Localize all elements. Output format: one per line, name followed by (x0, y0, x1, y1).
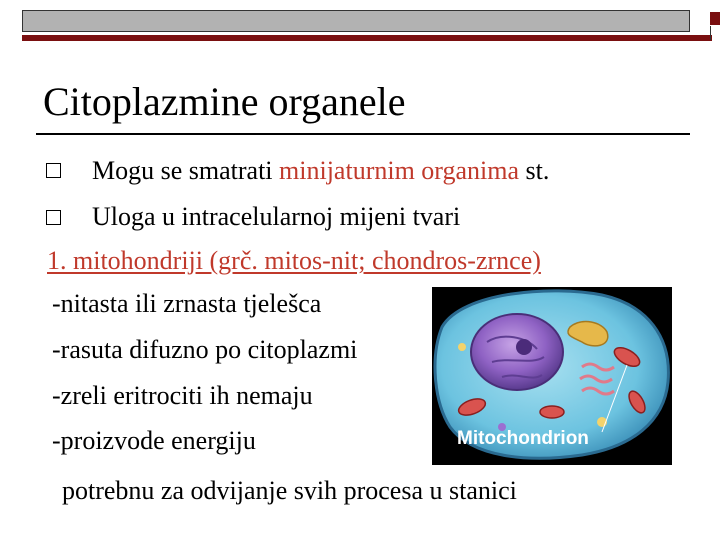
top-bar-fill (22, 10, 690, 32)
list-item: -nitasta ili zrnasta tjelešca (52, 289, 322, 318)
bullet-1-text-before: Mogu se smatrati (92, 156, 280, 185)
bullet-line-1 (92, 155, 549, 187)
hollow-square-bullet-icon (46, 163, 61, 178)
top-bar-divider (710, 26, 720, 40)
hollow-square-bullet-icon (46, 210, 61, 225)
list-item: -zreli eritrociti ih nemaju (52, 381, 313, 410)
list-item: -rasuta difuzno po citoplazmi (52, 335, 358, 364)
mitochondria-heading: 1. mitohondriji (grč. mitos-nit; chondros-zrnce) (47, 246, 541, 275)
top-bar-stripe (22, 35, 712, 41)
bullet-1-text-after: st. (519, 156, 550, 185)
image-caption: Mitochondrion (457, 428, 589, 449)
bullet-line-2: Uloga u intracelularnoj mijeni tvari (92, 202, 461, 231)
top-bar-square (710, 12, 720, 25)
top-decorative-bar (22, 10, 712, 40)
slide-title: Citoplazmine organele (43, 79, 406, 124)
list-item: -proizvode energiju (52, 426, 256, 455)
bullet-1-highlight: minijaturnim organima (279, 156, 520, 185)
title-underline (36, 133, 690, 135)
closing-line: potrebnu za odvijanje svih procesa u stanici (62, 476, 517, 505)
